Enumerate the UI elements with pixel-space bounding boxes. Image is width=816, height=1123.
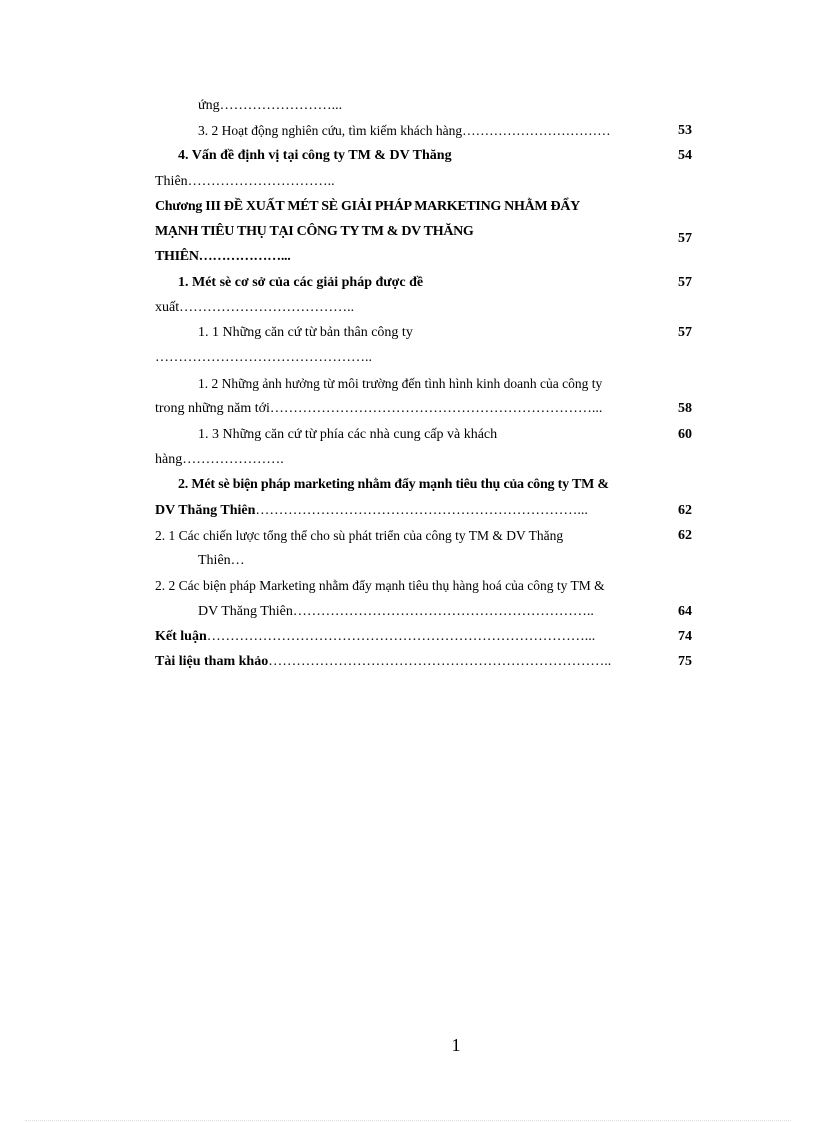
toc-text: 2. 1 Các chiến lược tổng thể cho sù phát triển của công ty TM & DV Thăng	[155, 528, 564, 543]
page-number: 1	[451, 1035, 461, 1055]
toc-page-number: 54	[678, 148, 692, 163]
toc-page-number: 62	[678, 503, 692, 518]
toc-page-number: 57	[678, 231, 692, 246]
toc-text: MẠNH TIÊU THỤ TẠI CÔNG TY TM & DV THĂNG	[155, 224, 474, 239]
toc-text: ………………………………………..	[155, 350, 372, 365]
toc-text: hàng………………….	[155, 452, 284, 467]
toc-text: DV Thăng Thiên………………………………………………………..	[198, 604, 594, 619]
toc-text: 1. 1 Những căn cứ từ bản thân công ty	[198, 325, 413, 340]
toc-page-number: 75	[678, 654, 692, 669]
toc-text: Chương III ĐỀ XUẤT MÉT SÈ GIẢI PHÁP MARKETING NHẰM ĐẨY	[155, 199, 580, 214]
toc-text: 2. Mét sè biện pháp marketing nhằm đẩy mạnh tiêu thụ của công ty TM &	[178, 477, 609, 492]
toc-page-number: 74	[678, 629, 692, 644]
toc-text: Thiên…	[198, 553, 245, 568]
toc-text-part: Tài liệu tham khảo	[155, 654, 269, 669]
toc-text: Thiên…………………………..	[155, 174, 335, 189]
toc-text: Tài liệu tham khảo………………………………………………………………..	[155, 654, 612, 669]
toc-text-part: DV Thăng Thiên	[155, 503, 256, 518]
toc-text: 1. 3 Những căn cứ từ phía các nhà cung cấp và khách	[198, 427, 498, 442]
toc-text: 1. Mét sè cơ sở của các giải pháp được đề	[178, 275, 424, 290]
toc-page-number: 58	[678, 401, 692, 416]
toc-text: THIÊN………………...	[155, 249, 291, 264]
toc-page-number: 53	[678, 123, 692, 138]
toc-text: 4. Vấn đề định vị tại công ty TM & DV Thăng	[178, 148, 452, 163]
toc-text-part: Kết luận	[155, 629, 207, 644]
toc-text: ứng……………………...	[198, 98, 343, 113]
toc-text: DV Thăng Thiên……………………………………………………………...	[155, 503, 588, 518]
toc-text: trong những năm tới……………………………………………………………...	[155, 401, 603, 416]
toc-text: Kết luận………………………………………………………………………...	[155, 629, 596, 644]
page-bottom-border	[25, 1120, 791, 1121]
toc-page-number: 62	[678, 528, 692, 543]
toc-text: xuất………………………………..	[155, 300, 355, 315]
toc-text: 2. 2 Các biện pháp Marketing nhằm đẩy mạnh tiêu thụ hàng hoá của công ty TM &	[155, 578, 605, 593]
toc-page-number: 57	[678, 275, 692, 290]
toc-text: 3. 2 Hoạt động nghiên cứu, tìm kiếm khách hàng……………………………	[198, 123, 611, 138]
toc-page-number: 64	[678, 604, 692, 619]
toc-page-number: 60	[678, 427, 692, 442]
toc-page-number: 57	[678, 325, 692, 340]
toc-text: 1. 2 Những ảnh hưởng từ môi trường đến tình hình kinh doanh của công ty	[198, 376, 603, 391]
